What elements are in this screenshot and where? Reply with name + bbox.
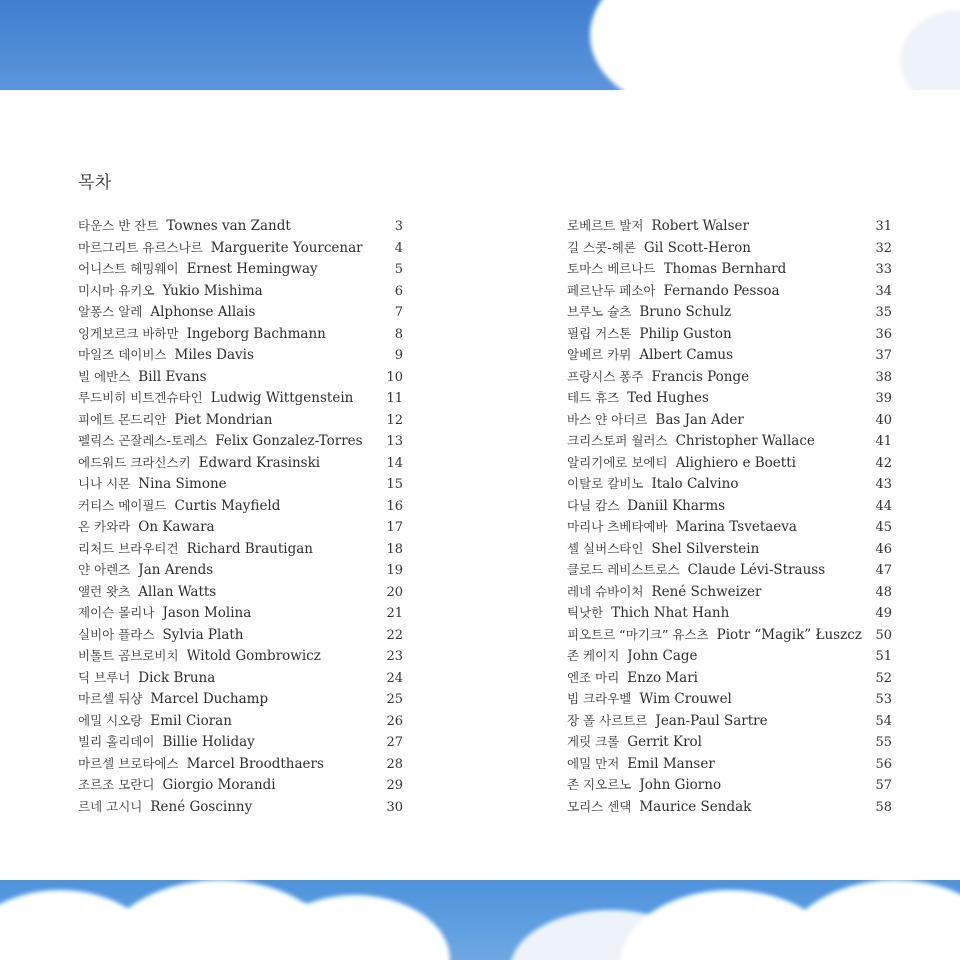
toc-entry [567, 237, 892, 259]
entry-name-korean: 빌 에반스 [78, 368, 131, 384]
entry-name-latin: Bill Evans [138, 368, 207, 385]
toc-entry [78, 538, 403, 560]
toc-entry [567, 710, 892, 732]
entry-name-korean: 로베르트 발저 [567, 218, 644, 233]
entry-name-korean: 미시마 유키오 [78, 282, 155, 298]
toc-entry [78, 688, 403, 710]
entry-name-latin: Emil Cioran [150, 712, 232, 729]
entry-name-korean: 마르셀 브로타에스 [78, 755, 179, 771]
entry-page-number: 28 [386, 756, 403, 772]
entry-name-latin: Billie Holiday [162, 734, 255, 750]
entry-page-number: 44 [875, 498, 892, 514]
entry-name-latin: Giorgio Morandi [162, 777, 276, 793]
toc-entry [78, 301, 403, 323]
toc-entry [78, 774, 403, 796]
toc-entry [78, 258, 403, 280]
entry-name-latin: Edward Krasinski [198, 454, 321, 471]
toc-entry [78, 710, 403, 732]
entry-name-korean: 빌리 홀리데이 [78, 734, 155, 749]
entry-page-number: 54 [875, 713, 892, 729]
entry-name-korean: 장 폴 사르트르 [567, 712, 648, 728]
toc-entry [567, 645, 892, 667]
entry-page-number: 32 [875, 240, 892, 256]
toc-page [0, 90, 960, 880]
entry-name-korean: 알퐁스 알레 [78, 304, 143, 319]
entry-page-number: 6 [394, 283, 403, 299]
entry-name-latin: Enzo Mari [627, 669, 699, 686]
entry-page-number: 58 [875, 799, 892, 815]
entry-name-korean: 알베르 카뮈 [567, 347, 632, 362]
cloud-shape [780, 880, 960, 960]
toc-entry [567, 667, 892, 689]
entry-name-latin: Jean-Paul Sartre [655, 712, 768, 729]
entry-page-number: 16 [386, 498, 403, 514]
entry-name-latin: Ingeborg Bachmann [186, 325, 326, 342]
toc-entry [78, 495, 403, 517]
toc-entry [567, 430, 892, 452]
entry-page-number: 29 [386, 778, 403, 793]
entry-name-korean: 테드 휴즈 [567, 390, 620, 405]
entry-page-number: 42 [875, 455, 892, 471]
toc-entry [78, 344, 403, 366]
entry-page-number: 14 [386, 455, 403, 471]
entry-name-korean: 틱낫한 [567, 605, 604, 620]
entry-name-korean: 앨런 왓츠 [78, 583, 131, 599]
entry-name-korean: 타운스 반 잔트 [78, 218, 159, 233]
entry-name-korean: 커티스 메이필드 [78, 497, 167, 513]
entry-name-korean: 모리스 센댁 [567, 798, 632, 814]
entry-name-korean: 레네 슈바이처 [567, 583, 644, 599]
entry-page-number: 57 [875, 778, 892, 793]
entry-name-korean: 마르그리트 유르스나르 [78, 239, 203, 255]
entry-name-latin: John Giorno [639, 777, 722, 793]
toc-entry [78, 452, 403, 474]
entry-name-latin: Richard Brautigan [186, 540, 313, 557]
entry-name-korean: 프랑시스 퐁주 [567, 368, 644, 384]
entry-page-number: 13 [386, 434, 403, 449]
entry-page-number: 53 [875, 692, 892, 707]
entry-name-korean: 빔 크라우벨 [567, 691, 632, 706]
entry-name-korean: 마일즈 데이비스 [78, 347, 167, 362]
sky-photo-bottom [0, 880, 960, 960]
entry-name-latin: Ernest Hemingway [186, 261, 318, 277]
entry-name-korean: 알리기에로 보에티 [567, 454, 668, 470]
entry-name-korean: 엔조 마리 [567, 669, 620, 685]
entry-name-latin: Allan Watts [138, 583, 217, 600]
entry-page-number: 15 [386, 477, 403, 492]
entry-name-korean: 얀 아렌즈 [78, 562, 131, 577]
entry-name-latin: Marina Tsvetaeva [675, 519, 797, 535]
page-title: 목차 [78, 173, 112, 193]
toc-entry [78, 667, 403, 689]
toc-entry [567, 215, 892, 237]
entry-name-korean: 클로드 레비스트로스 [567, 562, 680, 577]
entry-page-number: 8 [394, 326, 403, 342]
entry-name-latin: Fernando Pessoa [663, 282, 780, 299]
toc-entry [78, 645, 403, 667]
entry-page-number: 55 [875, 735, 892, 750]
entry-page-number: 37 [875, 348, 892, 363]
entry-name-korean: 조르조 모란디 [78, 777, 155, 792]
entry-name-korean: 니나 시몬 [78, 476, 131, 491]
entry-page-number: 20 [386, 584, 403, 600]
toc-entry [78, 387, 403, 409]
entry-name-korean: 르네 고시니 [78, 798, 143, 814]
entry-name-latin: Daniil Kharms [627, 497, 726, 514]
toc-entry [78, 323, 403, 345]
entry-page-number: 4 [394, 240, 403, 256]
toc-entry [567, 301, 892, 323]
entry-name-latin: Alighiero e Boetti [675, 454, 796, 471]
entry-name-latin: Robert Walser [651, 218, 749, 234]
entry-page-number: 21 [386, 606, 403, 621]
entry-name-latin: Miles Davis [174, 347, 254, 363]
toc-entry [567, 280, 892, 302]
toc-entry [567, 538, 892, 560]
entry-name-korean: 실비아 플라스 [78, 626, 155, 642]
toc-entry [78, 215, 403, 237]
entry-page-number: 38 [875, 369, 892, 385]
toc-entry [78, 624, 403, 646]
entry-page-number: 7 [394, 305, 403, 320]
entry-page-number: 5 [394, 262, 403, 277]
toc-entry [567, 581, 892, 603]
entry-name-latin: Italo Calvino [651, 476, 739, 492]
entry-name-latin: Claude Lévi-Strauss [687, 562, 826, 578]
entry-name-latin: Ludwig Wittgenstein [210, 390, 354, 406]
entry-page-number: 17 [386, 520, 403, 535]
entry-page-number: 35 [875, 305, 892, 320]
toc-entry [567, 495, 892, 517]
toc-entry [567, 366, 892, 388]
entry-name-korean: 페르난두 페소아 [567, 282, 656, 298]
entry-name-korean: 에드워드 크라신스키 [78, 454, 191, 470]
toc-entry [78, 280, 403, 302]
entry-name-korean: 브루노 슐츠 [567, 304, 632, 319]
entry-page-number: 46 [875, 541, 892, 557]
entry-name-latin: Gil Scott-Heron [643, 239, 751, 256]
toc-entry [567, 559, 892, 581]
toc-entry [567, 602, 892, 624]
entry-page-number: 24 [386, 670, 403, 686]
toc-column-left [78, 215, 403, 817]
entry-name-latin: Nina Simone [138, 476, 227, 492]
toc-entry [78, 237, 403, 259]
entry-name-latin: Witold Gombrowicz [186, 648, 321, 664]
toc-entry [567, 731, 892, 753]
entry-name-korean: 펠릭스 곤잘레스-토레스 [78, 433, 208, 448]
toc-entry [78, 430, 403, 452]
entry-name-latin: Shel Silverstein [651, 540, 760, 557]
entry-page-number: 19 [386, 563, 403, 578]
entry-name-latin: Bruno Schulz [639, 304, 732, 320]
entry-page-number: 50 [875, 627, 892, 643]
entry-name-latin: Christopher Wallace [675, 433, 815, 449]
toc-entry [567, 387, 892, 409]
entry-page-number: 48 [875, 584, 892, 600]
entry-page-number: 43 [875, 477, 892, 492]
entry-page-number: 47 [875, 563, 892, 578]
entry-name-latin: Bas Jan Ader [655, 411, 744, 428]
toc-entry [78, 409, 403, 431]
entry-name-korean: 에밀 만저 [567, 755, 620, 771]
entry-page-number: 49 [875, 606, 892, 621]
entry-name-latin: Maurice Sendak [639, 798, 752, 815]
toc-entry [78, 731, 403, 753]
toc-entry [78, 753, 403, 775]
entry-page-number: 18 [386, 541, 403, 557]
entry-name-korean: 셸 실버스타인 [567, 540, 644, 556]
entry-page-number: 45 [875, 520, 892, 535]
toc-entry [567, 258, 892, 280]
entry-name-korean: 루드비히 비트겐슈타인 [78, 390, 203, 405]
entry-name-latin: Jason Molina [162, 605, 252, 621]
toc-entry [78, 796, 403, 818]
entry-name-korean: 다닐 캄스 [567, 497, 620, 513]
entry-name-korean: 존 지오르노 [567, 777, 632, 792]
toc-entry [567, 688, 892, 710]
toc-entry [78, 516, 403, 538]
toc-entry [567, 473, 892, 495]
entry-page-number: 10 [386, 369, 403, 385]
entry-page-number: 23 [386, 649, 403, 664]
entry-name-korean: 잉게보르크 바하만 [78, 325, 179, 341]
entry-name-latin: René Goscinny [150, 798, 253, 815]
entry-name-latin: Jan Arends [138, 562, 214, 578]
entry-name-latin: On Kawara [138, 519, 215, 535]
entry-page-number: 27 [386, 735, 403, 750]
entry-page-number: 51 [875, 649, 892, 664]
entry-name-latin: Piotr “Magik” Łuszcz [716, 626, 862, 643]
entry-page-number: 40 [875, 412, 892, 428]
toc-entry [567, 796, 892, 818]
toc-entry [567, 323, 892, 345]
entry-name-latin: Ted Hughes [627, 390, 709, 406]
toc-entry [78, 559, 403, 581]
sky-photo-top [0, 0, 960, 90]
entry-name-latin: Philip Guston [639, 325, 732, 342]
entry-name-latin: Emil Manser [627, 755, 715, 772]
entry-page-number: 31 [875, 219, 892, 234]
entry-name-korean: 이탈로 칼비노 [567, 476, 644, 491]
entry-name-latin: Alphonse Allais [150, 304, 256, 320]
entry-name-latin: Marcel Duchamp [150, 691, 269, 707]
entry-name-korean: 딕 브루너 [78, 669, 131, 685]
entry-page-number: 9 [394, 348, 403, 363]
entry-name-latin: Thich Nhat Hanh [611, 605, 730, 621]
entry-name-latin: Felix Gonzalez-Torres [215, 433, 363, 449]
toc-entry [78, 602, 403, 624]
entry-name-korean: 피에트 몬드리안 [78, 411, 167, 427]
entry-page-number: 34 [875, 283, 892, 299]
entry-name-korean: 필립 거스톤 [567, 325, 632, 341]
entry-page-number: 3 [394, 219, 403, 234]
entry-page-number: 36 [875, 326, 892, 342]
toc-entry [567, 516, 892, 538]
entry-name-latin: Marguerite Yourcenar [210, 239, 363, 256]
toc-entry [567, 624, 892, 646]
entry-page-number: 12 [386, 412, 403, 428]
entry-name-latin: Marcel Broodthaers [186, 755, 324, 772]
entry-name-korean: 피오트르 “마기크” 유스츠 [567, 626, 709, 642]
entry-page-number: 41 [875, 434, 892, 449]
entry-page-number: 26 [386, 713, 403, 729]
toc-column-right [567, 215, 892, 817]
entry-page-number: 52 [875, 670, 892, 686]
entry-name-latin: Francis Ponge [651, 368, 750, 385]
entry-page-number: 11 [386, 391, 403, 406]
toc-entry [78, 473, 403, 495]
entry-name-korean: 토마스 베르나드 [567, 261, 656, 276]
entry-name-latin: René Schweizer [651, 583, 762, 600]
entry-name-korean: 리처드 브라우티건 [78, 540, 179, 556]
entry-name-korean: 어니스트 헤밍웨이 [78, 261, 179, 276]
entry-page-number: 39 [875, 391, 892, 406]
entry-name-korean: 존 케이지 [567, 648, 620, 663]
entry-page-number: 56 [875, 756, 892, 772]
entry-name-korean: 크리스토퍼 월러스 [567, 433, 668, 448]
toc-entry [567, 774, 892, 796]
entry-name-korean: 마리나 츠베타예바 [567, 519, 668, 534]
entry-name-latin: Wim Crouwel [639, 691, 732, 707]
entry-name-latin: Yukio Mishima [162, 282, 263, 299]
entry-name-latin: Townes van Zandt [166, 218, 291, 234]
toc-entry [567, 344, 892, 366]
entry-name-korean: 게릿 크롤 [567, 734, 620, 749]
entry-name-latin: Gerrit Krol [627, 734, 702, 750]
toc-entry [78, 581, 403, 603]
entry-page-number: 22 [386, 627, 403, 643]
entry-page-number: 33 [875, 262, 892, 277]
toc-entry [567, 452, 892, 474]
entry-name-korean: 온 카와라 [78, 519, 131, 534]
entry-name-latin: Piet Mondrian [174, 411, 273, 428]
entry-name-korean: 에밀 시오랑 [78, 712, 143, 728]
toc-entry [78, 366, 403, 388]
entry-name-korean: 길 스콧-헤론 [567, 239, 636, 255]
entry-name-latin: Albert Camus [639, 347, 734, 363]
entry-name-korean: 제이슨 몰리나 [78, 605, 155, 620]
entry-name-korean: 마르셀 뒤샹 [78, 691, 143, 706]
entry-name-korean: 비톨트 곰브로비치 [78, 648, 179, 663]
entry-name-latin: Sylvia Plath [162, 626, 244, 643]
entry-page-number: 30 [386, 799, 403, 815]
entry-name-latin: Thomas Bernhard [663, 261, 787, 277]
entry-name-latin: John Cage [627, 648, 698, 664]
entry-page-number: 25 [386, 692, 403, 707]
entry-name-latin: Curtis Mayfield [174, 497, 281, 514]
toc-entry [567, 409, 892, 431]
toc-entry [567, 753, 892, 775]
entry-name-latin: Dick Bruna [138, 669, 216, 686]
entry-name-korean: 바스 얀 아더르 [567, 411, 648, 427]
